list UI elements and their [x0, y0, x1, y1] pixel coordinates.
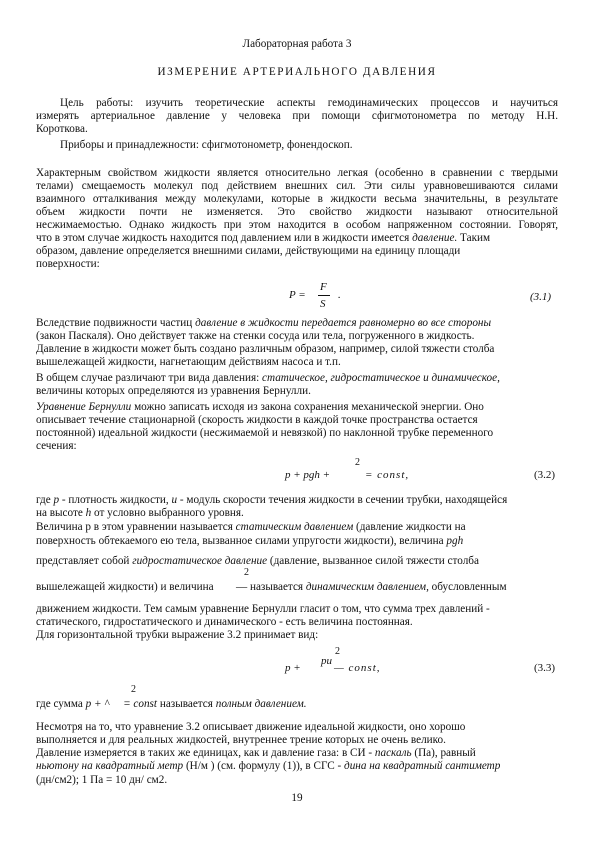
- paragraph-line: телами) смещаемость молекул под действием внешних сил. Эти силы уравновешиваются силами: [36, 180, 558, 192]
- eq2-lhs: p + pgh +: [285, 469, 331, 481]
- paragraph-line: что в этом случае жидкость находится под давлением или в жидкости имеется давление. Таким: [36, 232, 491, 244]
- pascal-law-term: давление в жидкости передается равномерно во все стороны: [195, 317, 492, 329]
- goal-line: Цель работы: изучить теоретические аспекты гемодинамических процессов и научиться: [60, 97, 558, 109]
- eq2-rhs: = const,: [365, 469, 410, 481]
- bernoulli-term: Уравнение Бернулли: [36, 401, 132, 413]
- eq1-number: (3.1): [530, 291, 552, 303]
- lab-heading: Лабораторная работа 3: [242, 38, 352, 50]
- paragraph-line: поверхность обтекаемого ею тела, вызванное силами упругости жидкости), величина pgh: [36, 535, 464, 547]
- paragraph-line: Давление в жидкости может быть создано различным образом, например, силой тяжести столба: [36, 343, 495, 355]
- eq2-number: (3.2): [534, 469, 556, 481]
- goal-line: Короткова.: [36, 123, 88, 135]
- paragraph-line: ньютону на квадратный метр (Н/м ) (см. формулу (1)), в СГС - дина на квадратный сантиметр: [36, 760, 501, 772]
- paragraph-line: описывает течение стационарной (скорость жидкости в каждой точке пространства остается: [36, 414, 478, 426]
- paragraph-line: Давление измеряется в таких же единицах, как и давление газа: в СИ - паскаль (Па), равный: [36, 747, 476, 759]
- paragraph-line: объем жидкости почти не изменяется. Это свойство жидкости называют относительной: [36, 206, 558, 218]
- paragraph-line: В общем случае различают три вида давления: статическое, гидростатическое и динамическое,: [36, 372, 500, 384]
- paragraph-line: вышележащей жидкости) и величина — называется динамическим давлением, обусловленным: [36, 581, 507, 593]
- paragraph-line: несжимаемостью. Однако жидкость при этом находится в особом напряженном состоянии. Говорят,: [36, 219, 558, 231]
- paragraph-line: Несмотря на то, что уравнение 3.2 описывает движение идеальной жидкости, оно хорошо: [36, 721, 466, 733]
- eq1-fraction-bar: [318, 295, 330, 296]
- paragraph-line: где сумма p + ^ = const называется полным давлением.: [36, 698, 307, 710]
- eq1-numerator: F: [320, 281, 327, 293]
- term-pressure: давление.: [412, 232, 458, 244]
- paragraph-line: статического, гидростатического и динамического - есть величина постоянная.: [36, 616, 413, 628]
- eq2-superscript: 2: [355, 457, 360, 468]
- paragraph-line: поверхности:: [36, 258, 100, 270]
- dynamic-superscript: 2: [244, 567, 249, 578]
- paragraph-line: представляет собой гидростатическое давление (давление, вызванное силой тяжести столба: [36, 555, 479, 567]
- total-pressure-term: полным давлением.: [215, 698, 307, 710]
- eq3-numerator: pu: [321, 655, 332, 667]
- eq3-number: (3.3): [534, 662, 556, 674]
- paragraph-line: вышележащей жидкости, нагнетающим действиям насоса и т.п.: [36, 356, 341, 368]
- eq3-lhs: p +: [285, 662, 301, 674]
- eq1-denominator: S: [320, 298, 326, 310]
- paragraph-line: Для горизонтальной трубки выражение 3.2 принимает вид:: [36, 629, 319, 641]
- paragraph-line: движением жидкости. Тем самым уравнение Бернулли гласит о том, что сумма трех давлений -: [36, 603, 490, 615]
- page-number: 19: [291, 792, 303, 804]
- eq1-dot: .: [338, 289, 341, 301]
- paragraph-line: образом, давление определяется внешними силами, действующими на единицу площади: [36, 245, 461, 257]
- eq3-superscript: 2: [335, 646, 340, 657]
- paragraph-line: (закон Паскаля). Оно действует также на стенки сосуда или тела, погруженного в жидкость.: [36, 330, 475, 342]
- total-superscript: 2: [131, 684, 136, 695]
- goal-line: измерять артериальное давление у человека при помощи сфигмотонометра по методу Н.Н.: [36, 110, 558, 122]
- paragraph-line: Величина р в этом уравнении называется статическим давлением (давление жидкости на: [36, 521, 466, 533]
- paragraph-line: (дн/см2); 1 Па = 10 дн/ см2.: [36, 774, 168, 786]
- paragraph-line: Характерным свойством жидкости является относительно легкая (особенно в сравнении с твердыми: [36, 167, 558, 179]
- paragraph-line: на высоте h от условно выбранного уровня.: [36, 507, 244, 519]
- paragraph-line: Уравнение Бернулли можно записать исходя из закона сохранения механической энергии. Оно: [36, 401, 484, 413]
- devices-line: Приборы и принадлежности: сфигмотонометр, фонендоскоп.: [60, 139, 353, 151]
- paragraph-line: выполняется и для реальных жидкостей, внутреннее трение которых не очень велико.: [36, 734, 446, 746]
- paragraph-line: взаимного отталкивания между молекулами, которые в жидкости весьма значительны, в результате: [36, 193, 558, 205]
- paragraph-line: величины которых определяются из уравнения Бернулли.: [36, 385, 311, 397]
- eq3-rhs: — const,: [334, 662, 381, 674]
- paragraph-line: Вследствие подвижности частиц давление в жидкости передается равномерно во все стороны: [36, 317, 492, 329]
- eq1-lhs: P =: [289, 289, 306, 301]
- paragraph-line: где p - плотность жидкости, u - модуль скорости течения жидкости в сечении трубки, находящейся: [36, 494, 508, 506]
- page-title: ИЗМЕРЕНИЕ АРТЕРИАЛЬНОГО ДАВЛЕНИЯ: [157, 66, 437, 78]
- paragraph-line: постоянной) идеальной жидкости (несжимаемой и невязкой) по наклонной трубке переменного: [36, 427, 494, 439]
- paragraph-line: сечения:: [36, 440, 77, 452]
